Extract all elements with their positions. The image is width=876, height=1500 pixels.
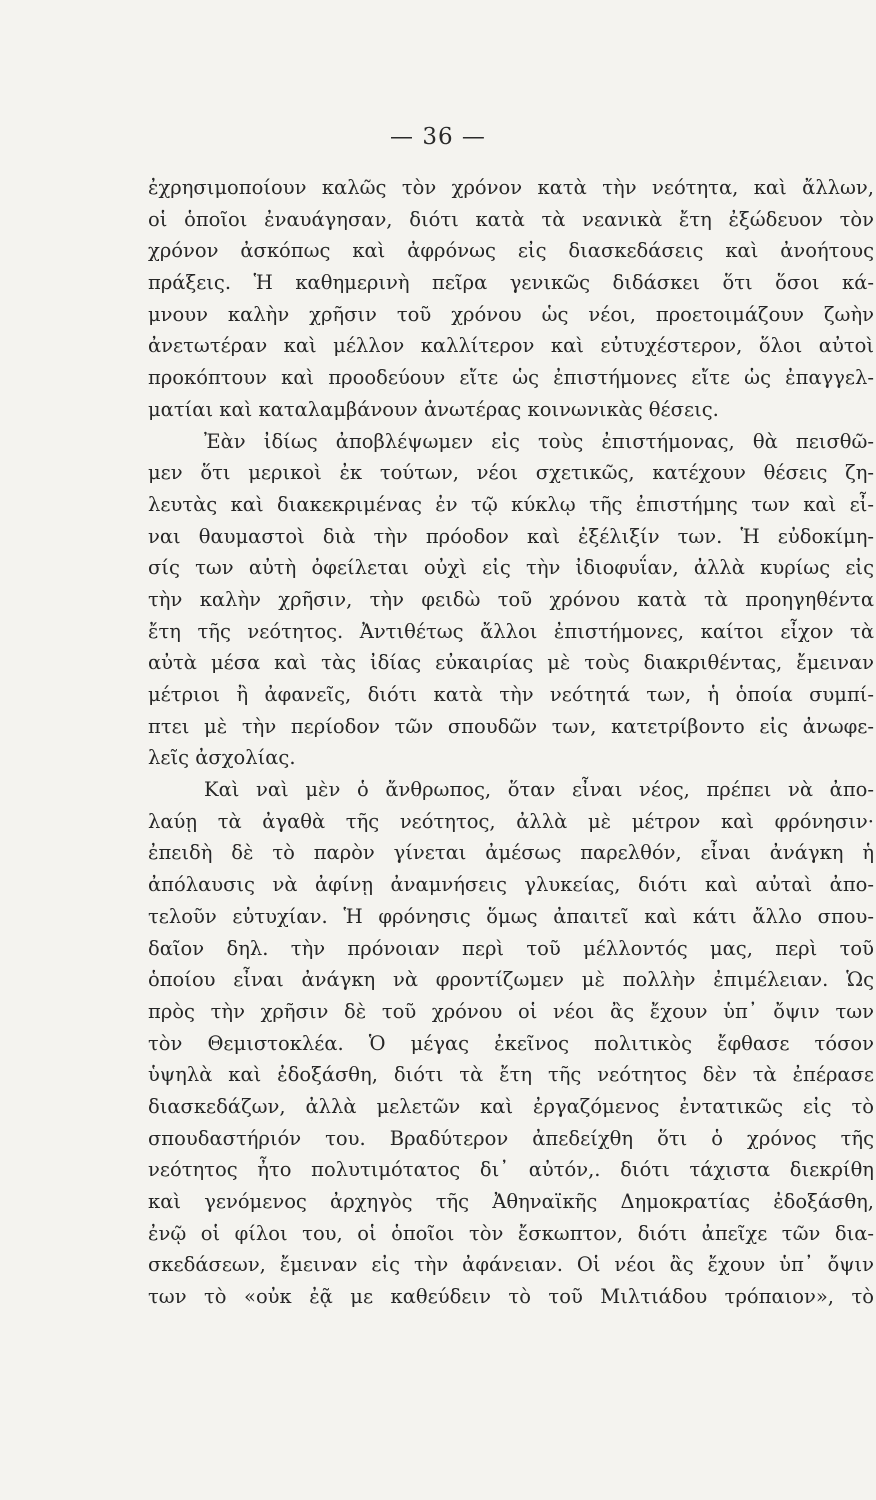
body-text [148, 172, 874, 1313]
text-line: νεότητος ἦτο πολυτιμότατος δι᾿ αὐτόν,. διότι τάχιστα διεκρίθη [148, 1158, 874, 1182]
text-line: μέτριοι ἢ ἀφανεῖς, διότι κατὰ τὴν νεότητά των, ἡ ὁποία συμπί- [148, 683, 874, 706]
text-line: ὑψηλὰ καὶ ἐδοξάσθη, διότι τὰ ἔτη τῆς νεότητος δὲν τὰ ἐπέρασε [148, 1063, 874, 1087]
text-line: λευτὰς καὶ διακεκριμένας ἐν τῷ κύκλῳ τῆς ἐπιστήμης των καὶ εἶ- [148, 492, 874, 516]
text-line: Καὶ ναὶ μὲν ὁ ἄνθρωπος, ὅταν εἶναι νέος, πρέπει νὰ ἀπο- [204, 778, 874, 802]
text-line: ἐνῷ οἱ φίλοι του, οἱ ὁποῖοι τὸν ἔσκωπτον, διότι ἀπεῖχε τῶν δια- [148, 1221, 874, 1245]
text-line: μεν ὅτι μερικοὶ ἐκ τούτων, νέοι σχετικῶς, κατέχουν θέσεις ζη- [148, 461, 874, 485]
paragraph-1 [148, 172, 874, 426]
text-line: των τὸ «οὐκ ἐᾷ με καθεύδειν τὸ τοῦ Μιλτιάδου τρόπαιον», τὸ [148, 1285, 874, 1309]
text-line: διασκεδάζων, ἀλλὰ μελετῶν καὶ ἐργαζόμενος ἐντατικῶς εἰς τὸ [148, 1094, 874, 1118]
text-line: ὁποίου εἶναι ἀνάγκη νὰ φροντίζωμεν μὲ πολλὴν ἐπιμέλειαν. Ὡς [148, 968, 874, 992]
text-line: σκεδάσεων, ἔμειναν εἰς τὴν ἀφάνειαν. Οἱ νέοι ἂς ἔχουν ὑπ᾿ ὄψιν [148, 1253, 874, 1277]
text-line: τελοῦν εὐτυχίαν. Ἡ φρόνησις ὅμως ἀπαιτεῖ καὶ κάτι ἄλλο σπου- [148, 904, 874, 928]
text-line: πτει μὲ τὴν περίοδον τῶν σπουδῶν των, κατετρίβοντο εἰς ἀνωφε- [148, 714, 874, 738]
text-line: λεῖς ἀσχολίας. [148, 746, 296, 770]
text-line: ἀνετωτέραν καὶ μέλλον καλλίτερον καὶ εὐτυχέστερον, ὅλοι αὐτοὶ [148, 334, 874, 358]
text-line: δαῖον δηλ. τὴν πρόνοιαν περὶ τοῦ μέλλοντός μας, περὶ τοῦ [148, 936, 874, 960]
text-line: μνουν καλὴν χρῆσιν τοῦ χρόνου ὡς νέοι, προετοιμάζουν ζωὴν [148, 302, 874, 326]
text-line: ἀπόλαυσις νὰ ἀφίνῃ ἀναμνήσεις γλυκείας, διότι καὶ αὐταὶ ἀπο- [148, 873, 874, 897]
text-line: σίς των αὐτὴ ὀφείλεται οὐχὶ εἰς τὴν ἰδιοφυΐαν, ἀλλὰ κυρίως εἰς [148, 556, 874, 580]
text-line: ἐπειδὴ δὲ τὸ παρὸν γίνεται ἀμέσως παρελθόν, εἶναι ἀνάγκη ἡ [148, 841, 874, 865]
paragraph-2 [148, 426, 874, 775]
page-number: — 36 — [390, 124, 486, 150]
text-line: προκόπτουν καὶ προοδεύουν εἴτε ὡς ἐπιστήμονες εἴτε ὡς ἐπαγγελ- [148, 366, 874, 390]
text-line: αὐτὰ μέσα καὶ τὰς ἰδίας εὐκαιρίας μὲ τοὺς διακριθέντας, ἔμειναν [148, 651, 874, 675]
paragraph-3 [148, 774, 874, 1313]
text-line: πρὸς τὴν χρῆσιν δὲ τοῦ χρόνου οἱ νέοι ἂς ἔχουν ὑπ᾿ ὄψιν των [148, 999, 874, 1023]
text-line: ἔτη τῆς νεότητος. Ἀντιθέτως ἄλλοι ἐπιστήμονες, καίτοι εἶχον τὰ [148, 619, 874, 643]
text-line: τὸν Θεμιστοκλέα. Ὁ μέγας ἐκεῖνος πολιτικὸς ἔφθασε τόσον [148, 1031, 874, 1055]
text-line: οἱ ὁποῖοι ἐναυάγησαν, διότι κατὰ τὰ νεανικὰ ἔτη ἐξώδευον τὸν [148, 207, 874, 231]
text-line: χρόνον ἀσκόπως καὶ ἀφρόνως εἰς διασκεδάσεις καὶ ἀνοήτους [148, 239, 874, 263]
text-line: σπουδαστήριόν του. Βραδύτερον ἀπεδείχθη ὅτι ὁ χρόνος τῆς [148, 1126, 874, 1150]
text-line: ἐχρησιμοποίουν καλῶς τὸν χρόνον κατὰ τὴν νεότητα, καὶ ἄλλων, [148, 176, 874, 199]
text-line: τὴν καλὴν χρῆσιν, τὴν φειδὼ τοῦ χρόνου κατὰ τὰ προηγηθέντα [148, 587, 874, 611]
text-line: ναι θαυμαστοὶ διὰ τὴν πρόοδον καὶ ἐξέλιξίν των. Ἡ εὐδοκίμη- [148, 524, 874, 548]
text-line: ματίαι καὶ καταλαμβάνουν ἀνωτέρας κοινωνικὰς θέσεις. [148, 397, 719, 421]
text-line: λαύῃ τὰ ἀγαθὰ τῆς νεότητος, ἀλλὰ μὲ μέτρον καὶ φρόνησιν· [148, 809, 874, 833]
text-line: πράξεις. Ἡ καθημερινὴ πεῖρα γενικῶς διδάσκει ὅτι ὅσοι κά- [148, 271, 874, 295]
text-line: Ἐὰν ἰδίως ἀποβλέψωμεν εἰς τοὺς ἐπιστήμονας, θὰ πεισθῶ- [204, 429, 874, 453]
text-line: καὶ γενόμενος ἀρχηγὸς τῆς Ἀθηναϊκῆς Δημοκρατίας ἐδοξάσθη, [148, 1190, 874, 1213]
